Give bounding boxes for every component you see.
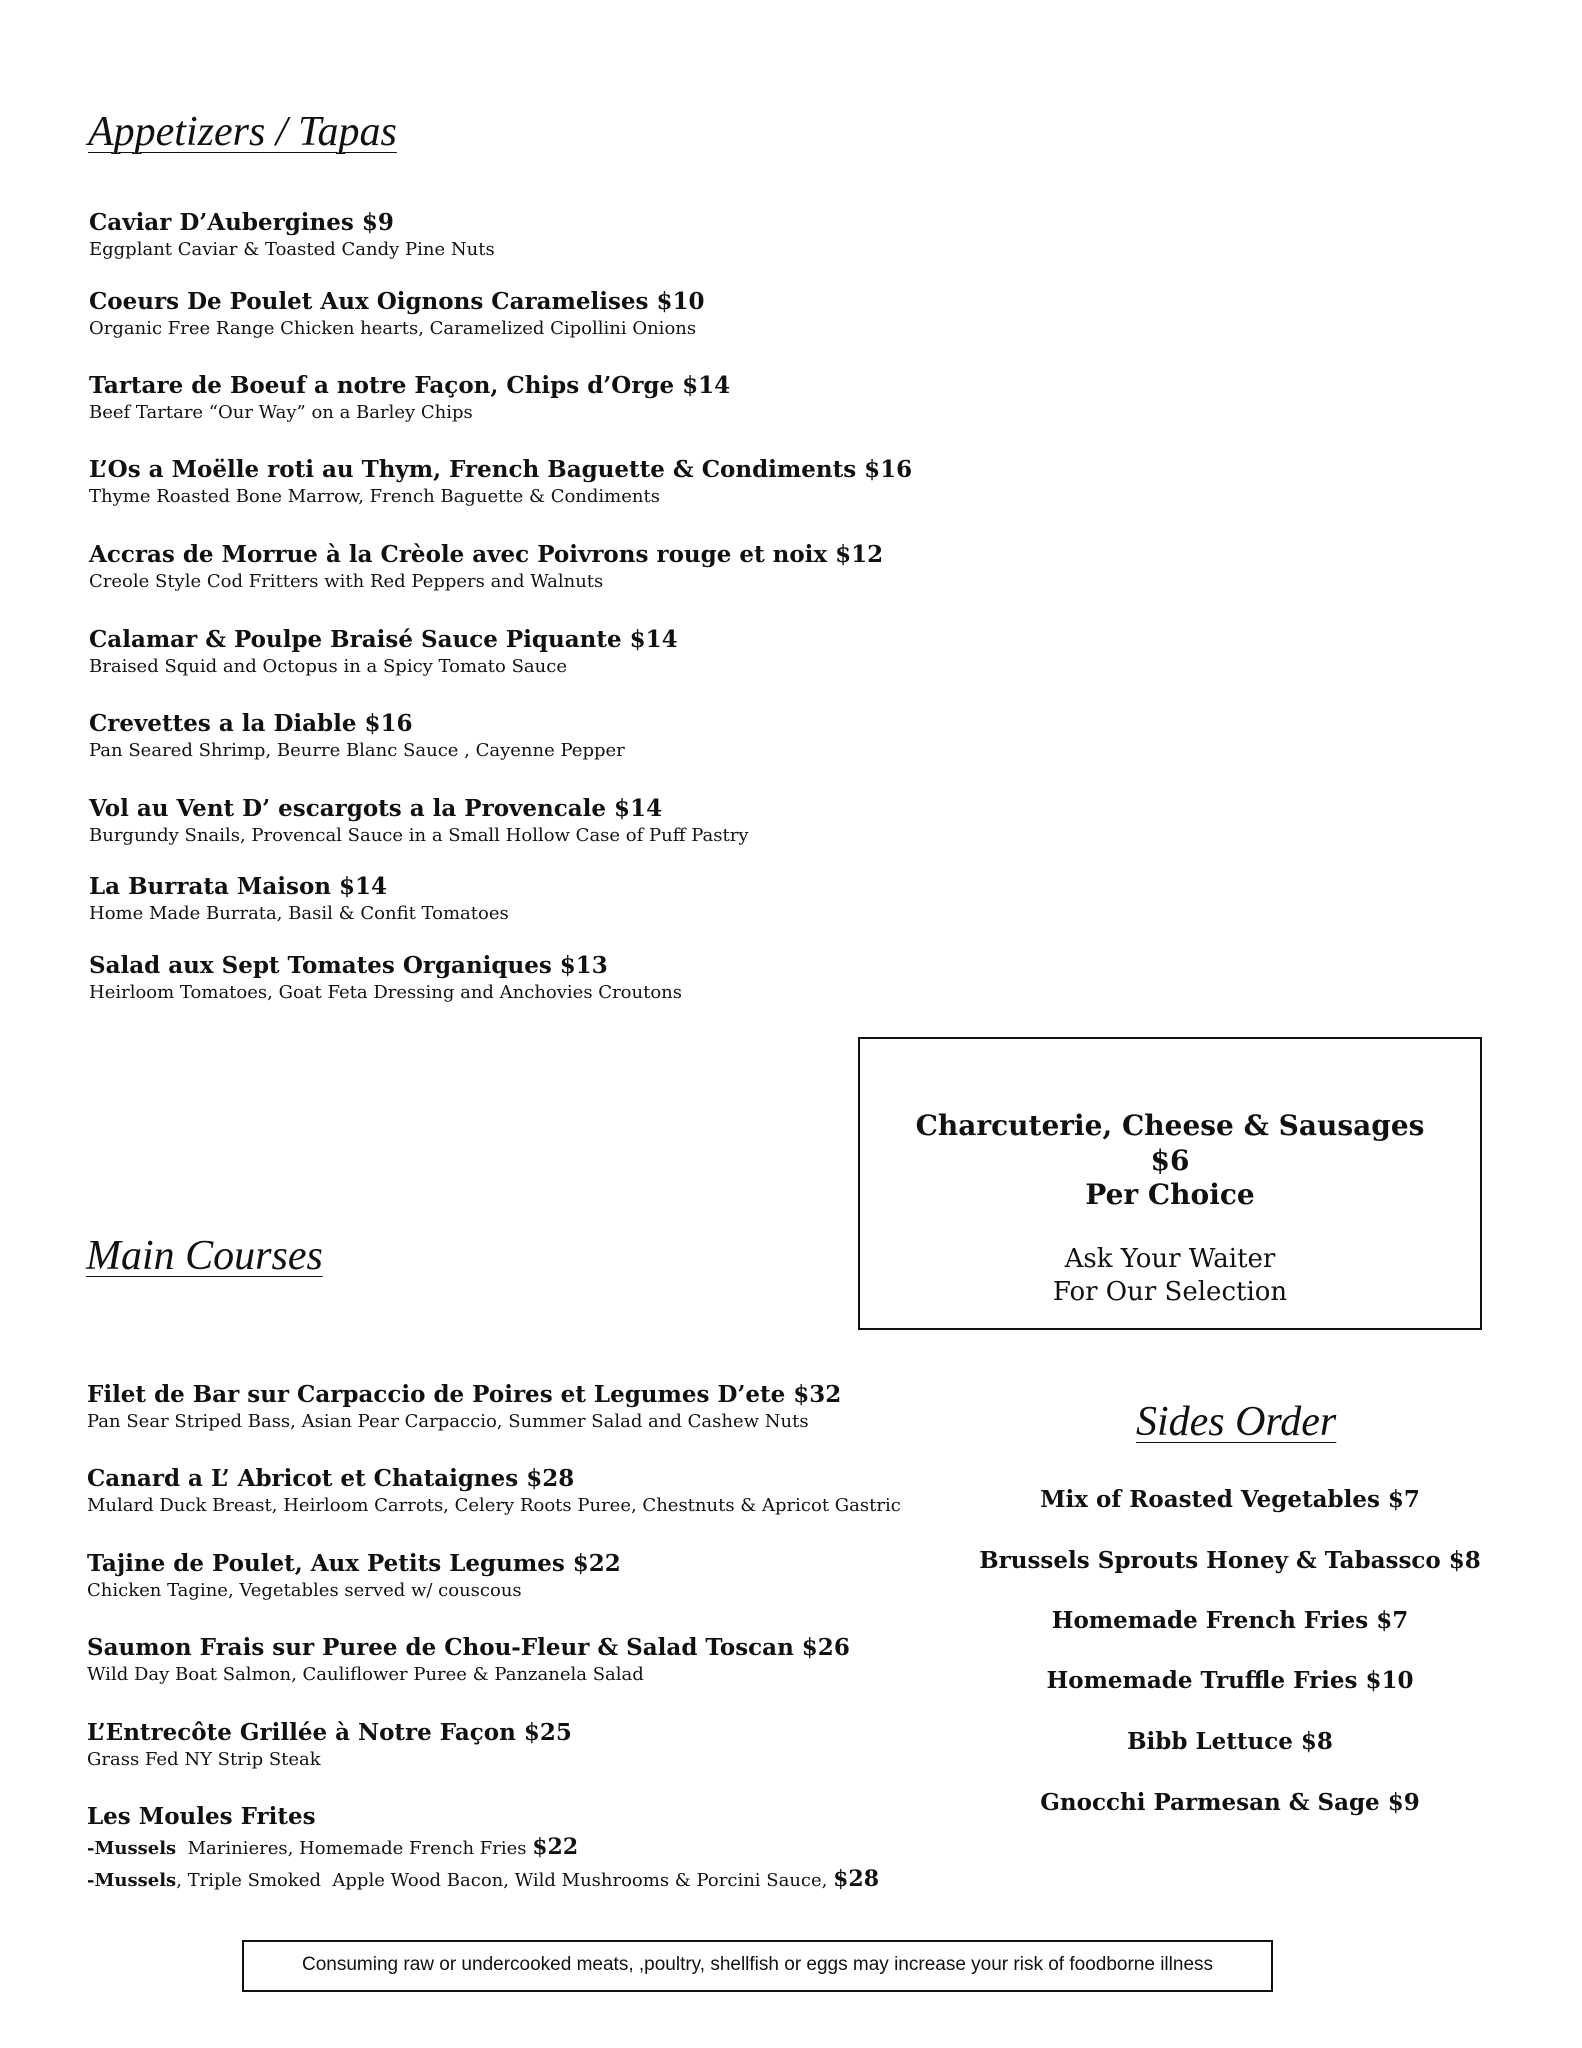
menu-item [87, 1633, 850, 1687]
item-name: Filet de Bar sur Carpaccio de Poires et Legumes D’ete $32 [87, 1381, 842, 1408]
item-name: Crevettes a la Diable $16 [89, 710, 413, 737]
item-name: Tajine de Poulet, Aux Petits Legumes $22 [87, 1550, 621, 1577]
menu-item [89, 208, 495, 262]
side-item: Homemade French Fries $7 [1051, 1607, 1409, 1634]
charcuterie-title: Charcuterie, Cheese & Sausages [915, 1109, 1425, 1142]
menu-item [89, 540, 883, 594]
side-item: Mix of Roasted Vegetables $7 [1040, 1486, 1420, 1513]
item-name: Accras de Morrue à la Crèole avec Poivrons rouge et noix $12 [89, 541, 884, 568]
menu-item [89, 951, 682, 1005]
item-desc: Eggplant Caviar & Toasted Candy Pine Nuts [89, 239, 495, 260]
side-item: Gnocchi Parmesan & Sage $9 [1040, 1789, 1420, 1816]
menu-item [89, 455, 912, 509]
item-name: Canard a L’ Abricot et Chataignes $28 [87, 1465, 575, 1492]
item-desc: Braised Squid and Octopus in a Spicy Tomato Sauce [89, 656, 567, 677]
mussels-price: $22 [532, 1834, 579, 1860]
side-item: Bibb Lettuce $8 [1127, 1728, 1333, 1755]
item-desc: Organic Free Range Chicken hearts, Caramelized Cipollini Onions [89, 318, 697, 339]
menu-item [89, 709, 625, 763]
item-desc: Pan Seared Shrimp, Beurre Blanc Sauce , Cayenne Pepper [89, 740, 625, 761]
mussels-price: $28 [833, 1866, 880, 1892]
charcuterie-selection: For Our Selection [1052, 1277, 1288, 1307]
menu-item-moules [87, 1802, 879, 1896]
mussels-label: -Mussels [87, 1838, 177, 1859]
item-desc: Thyme Roasted Bone Marrow, French Baguette & Condiments [89, 486, 660, 507]
sides-title: Sides Order [1136, 1399, 1337, 1445]
item-name: Salad aux Sept Tomates Organiques $13 [89, 952, 608, 979]
menu-item [87, 1718, 572, 1772]
menu-item [89, 371, 730, 425]
item-name: Caviar D’Aubergines $9 [89, 209, 394, 236]
item-name: Coeurs De Poulet Aux Oignons Caramelises $10 [89, 288, 705, 315]
item-desc: Home Made Burrata, Basil & Confit Tomatoes [89, 903, 509, 924]
menu-item [89, 287, 705, 341]
mussels-option-2 [87, 1864, 879, 1896]
item-desc: Wild Day Boat Salmon, Cauliflower Puree & Panzanela Salad [87, 1664, 644, 1685]
item-desc: Creole Style Cod Fritters with Red Peppers and Walnuts [89, 571, 604, 592]
menu-item [87, 1549, 621, 1603]
item-desc: Heirloom Tomatoes, Goat Feta Dressing and Anchovies Croutons [89, 982, 682, 1003]
mussels-desc: Marinieres, Homemade French Fries [176, 1838, 533, 1859]
menu-item [89, 794, 749, 848]
item-name: Tartare de Boeuf a notre Façon, Chips d’Orge $14 [89, 372, 731, 399]
side-item: Homemade Truffle Fries $10 [1046, 1667, 1414, 1694]
item-name: Calamar & Poulpe Braisé Sauce Piquante $14 [89, 626, 678, 653]
item-name: L’Os a Moëlle roti au Thym, French Baguette & Condiments $16 [89, 456, 913, 483]
main-courses-title: Main Courses [86, 1233, 323, 1279]
charcuterie-box [858, 1037, 1482, 1330]
charcuterie-ask-waiter: Ask Your Waiter [1064, 1244, 1276, 1274]
side-item: Brussels Sprouts Honey & Tabassco $8 [979, 1547, 1481, 1574]
item-name: La Burrata Maison $14 [89, 873, 388, 900]
menu-item [89, 872, 509, 926]
menu-item [87, 1380, 841, 1434]
item-name: Les Moules Frites [87, 1803, 316, 1830]
item-name: Vol au Vent D’ escargots a la Provencale $14 [89, 795, 663, 822]
item-desc: Chicken Tagine, Vegetables served w/ couscous [87, 1580, 522, 1601]
mussels-desc: , Triple Smoked Apple Wood Bacon, Wild Mushrooms & Porcini Sauce, [176, 1870, 834, 1891]
item-desc: Burgundy Snails, Provencal Sauce in a Small Hollow Case of Puff Pastry [89, 825, 749, 846]
charcuterie-per-choice: Per Choice [1085, 1178, 1255, 1211]
item-desc: Pan Sear Striped Bass, Asian Pear Carpaccio, Summer Salad and Cashew Nuts [87, 1411, 809, 1432]
mussels-option-1 [87, 1832, 879, 1864]
item-desc: Grass Fed NY Strip Steak [87, 1749, 321, 1770]
item-name: Saumon Frais sur Puree de Chou-Fleur & Salad Toscan $26 [87, 1634, 850, 1661]
menu-item [87, 1464, 901, 1518]
foodborne-disclaimer: Consuming raw or undercooked meats, ,poultry, shellfish or eggs may increase your risk of foodborne illness [242, 1940, 1273, 1992]
appetizers-title: Appetizers / Tapas [88, 109, 397, 155]
charcuterie-price: $6 [1150, 1144, 1190, 1177]
item-desc: Beef Tartare “Our Way” on a Barley Chips [89, 402, 473, 423]
mussels-label: -Mussels [87, 1870, 177, 1891]
menu-item [89, 625, 678, 679]
item-name: L’Entrecôte Grillée à Notre Façon $25 [87, 1719, 572, 1746]
item-desc: Mulard Duck Breast, Heirloom Carrots, Celery Roots Puree, Chestnuts & Apricot Gastric [87, 1495, 901, 1516]
